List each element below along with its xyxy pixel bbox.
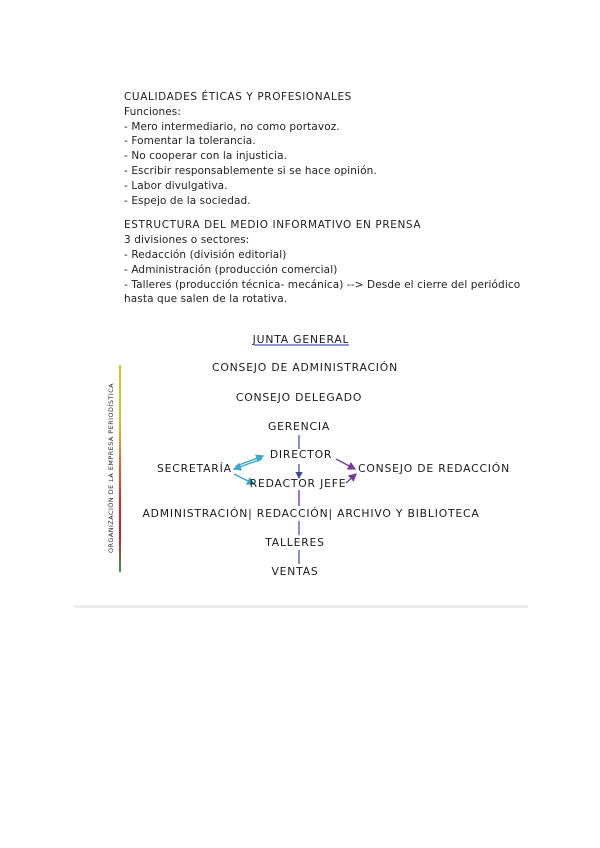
arrow-director-secretaria bbox=[234, 459, 262, 469]
section-2-title: ESTRUCTURA DEL MEDIO INFORMATIVO EN PRENSA bbox=[124, 219, 422, 232]
list-item: - Administración (producción comercial) bbox=[124, 263, 338, 276]
section-1-subtitle: Funciones: bbox=[124, 105, 182, 118]
list-item: - Talleres (producción técnica- mecánica) --> Desde el cierre del periódico bbox=[124, 278, 521, 291]
list-item: - Mero intermediario, no como portavoz. bbox=[124, 120, 340, 133]
list-item: - Redacción (división editorial) bbox=[124, 248, 287, 261]
list-item: - Fomentar la tolerancia. bbox=[124, 135, 256, 148]
list-item: hasta que salen de la rotativa. bbox=[124, 293, 288, 306]
section-1-title: CUALIDADES ÉTICAS Y PROFESIONALES bbox=[124, 91, 352, 103]
node-ventas: VENTAS bbox=[271, 565, 319, 578]
node-redactor-jefe: REDACTOR JEFE bbox=[249, 477, 347, 490]
arrow-director-consejo-redaccion bbox=[336, 459, 355, 469]
node-talleres: TALLERES bbox=[265, 536, 325, 549]
node-secretaria: SECRETARÍA bbox=[157, 462, 232, 475]
section-2-subtitle: 3 divisiones o sectores: bbox=[124, 234, 250, 247]
rainbow-bracket-line bbox=[119, 365, 121, 572]
page-divider bbox=[74, 605, 528, 608]
arrow-secretaria-director bbox=[236, 456, 263, 466]
list-item: - Espejo de la sociedad. bbox=[124, 194, 251, 207]
node-director: DIRECTOR bbox=[269, 448, 333, 461]
node-gerencia: GERENCIA bbox=[267, 420, 331, 433]
node-departamentos: ADMINISTRACIÓN| REDACCIÓN| ARCHIVO Y BIBLIOTECA bbox=[142, 507, 480, 520]
list-item: - Labor divulgativa. bbox=[124, 179, 228, 192]
node-consejo-delegado: CONSEJO DELEGADO bbox=[235, 391, 363, 404]
list-item: - Escribir responsablemente si se hace opinión. bbox=[124, 164, 377, 177]
list-item: - No cooperar con la injusticia. bbox=[124, 150, 288, 163]
org-side-label: ORGANIZACIÓN DE LA EMPRESA PERIODÍSTICA bbox=[107, 382, 115, 554]
arrow-redactor-consejo-redaccion bbox=[346, 474, 356, 483]
node-junta-general: JUNTA GENERAL bbox=[252, 333, 350, 346]
node-consejo-redaccion: CONSEJO DE REDACCIÓN bbox=[358, 462, 510, 475]
node-consejo-administracion: CONSEJO DE ADMINISTRACIÓN bbox=[212, 361, 398, 374]
